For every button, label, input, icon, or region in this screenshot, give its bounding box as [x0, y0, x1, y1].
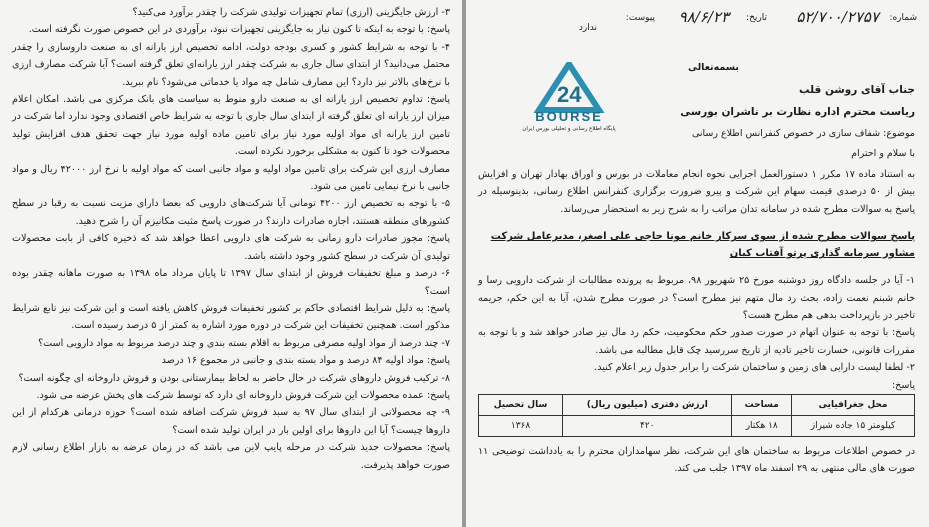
date-label: تاریخ: — [746, 13, 767, 23]
left-document-page — [0, 0, 462, 527]
left-paragraph: ۴- با توجه به شرایط کشور و کسری بودجه دولت، ادامه تخصیص ارز یارانه ای به صنعت داروسازی را چقدر محتمل می‌دانید؟ از ابتدای سال جاری به شرکت چقدر ارز یارانه‌ای تعلق گرفته است؟ آیا شرکت مصارف ارزی با نرخ‌های بالاتر نیز دارد؟ این مصارف شامل چه مواد یا خدماتی می‌شود؟ نام ببرید. — [12, 41, 450, 88]
table-header-cell: سال تحصیل — [479, 395, 563, 416]
table-row — [479, 416, 915, 437]
number-label: شماره: — [889, 13, 917, 23]
table-header-cell: ارزش دفتری (میلیون ریال) — [563, 395, 732, 416]
table-header-row — [479, 395, 915, 416]
table-header-cell: محل جغرافیایی — [791, 395, 914, 416]
right-document-page — [466, 0, 929, 527]
basmala: بسمه‌تعالی — [687, 62, 739, 73]
intro-paragraph: به استناد ماده ۱۷ مکرر ۱ دستورالعمل اجرایی نحوه انجام معاملات در بورس و اوراق بهادار تهران و افزایش بیش از ۵۰ درصدی قیمت سهام این شرکت و پیرو ضرورت برگزاری کنفرانس اطلاع رسانی، بدینوسیله در پاسخ به سوالات مطرح شده در سامانه تدان مراتب را به شرح زیر به استحضار می‌رساند. — [478, 169, 915, 215]
left-paragraph: ۸- ترکیب فروش داروهای شرکت در حال حاضر به لحاظ بیمارستانی بودن و فروش داروخانه ای چگونه است؟ — [18, 372, 450, 384]
left-paragraph: پاسخ: مجوز صادرات دارو زمانی به شرکت های دارویی اعطا خواهد شد که ذخیره کافی از بابت محصولات تولیدی آن شرکت در سطح کشور وجود داشته باشد. — [12, 233, 450, 262]
table-cell: ۱۳۶۸ — [479, 416, 563, 437]
left-paragraph: پاسخ: عمده محصولات این شرکت فروش داروخانه ای دارد که توسط شرکت های پخش عرضه می شود. — [36, 389, 450, 401]
addressee: جناب آقای روشن قلب — [799, 84, 915, 96]
left-paragraph: ۳- ارزش جایگزینی (ارزی) تمام تجهیزات تولیدی شرکت را چقدر برآورد می‌کنید؟ — [132, 7, 450, 18]
table-cell: کیلومتر ۱۵ جاده شیراز — [791, 416, 914, 437]
left-page-text — [12, 4, 450, 474]
section-title: پاسخ سوالات مطرح شده از سوی سرکار خانم مونا حاجی علی اصغر، مدیرعامل شرکت مشاور سرمایه گذاری پرتو آفتاب کیان — [490, 231, 915, 260]
svg-text:24: 24 — [557, 82, 582, 107]
table-header-cell: مساحت — [732, 395, 791, 416]
date-value: ۹۸/۶/۲۳ — [678, 8, 729, 26]
closing-paragraph: در خصوص اطلاعات مربوط به ساختمان های این شرکت، نظر سهامداران محترم را به یادداشت توضیحی ۱۱ صورت های مالی منتهی به ۲۹ اسفند ماه ۱۳۹۷ جلب می کند. — [478, 446, 915, 475]
addressee-title: ریاست محترم اداره نظارت بر ناشران بورسی — [680, 106, 915, 118]
table-cell: ۴۲۰ — [563, 416, 732, 437]
left-paragraph: پاسخ: با توجه به اینکه تا کنون نیاز به جایگزینی تجهیزات نبود، برآوردی در این خصوص صورت نگرفته است. — [28, 24, 450, 36]
question-2: ۲- لطفا لیست دارایی های زمین و ساختمان شرکت را برابر جدول زیر اعلام کنید. — [594, 362, 915, 374]
left-paragraph: پاسخ: محصولات جدید شرکت در مرحله پایپ لاین می باشد که در زمان عرضه به بازار اطلاع رسانی لازم صورت خواهد پذیرفت. — [12, 442, 450, 471]
left-paragraph: ۷- چند درصد از مواد اولیه مصرفی مربوط به اقلام بسته بندی و چند درصد مربوط به مواد دارویی است؟ — [38, 337, 450, 349]
letter-header — [478, 5, 917, 35]
left-paragraph: ۵- با توجه به تخصیص ارز ۴۲۰۰ تومانی آیا شرکت‌های دارویی که بعضا دارای مزیت نسبت به رقبا در سطح کشورهای منطقه هستند، اجازه صادرات دارند؟ در صورت پاسخ مثبت مکانیزم آن را شرح دهید. — [12, 198, 450, 227]
answer-2-label: پاسخ: — [891, 379, 915, 391]
bourse-logo — [494, 62, 644, 132]
table-cell: ۱۸ هکتار — [732, 416, 791, 437]
subject-line: موضوع: شفاف سازی در خصوص کنفرانس اطلاع رسانی — [691, 128, 915, 139]
question-1: ۱- آیا در جلسه دادگاه روز دوشنبه مورخ ۲۵ شهریور ۹۸، مربوط به پرونده مطالبات از شرکت دارویی رسا و خانم شبنم نعمت زاده، بحث رد مال متهم نیز مطرح است؟ در صورت مطرح شدن، آیا به این حکم، جریمه تاخیر در بازپرداخت بدهی هم مطرح هست؟ — [478, 275, 915, 322]
answer-1: پاسخ: با توجه به عنوان اتهام در صورت صدور حکم محکومیت، حکم رد مال نیز صادر خواهد شد و با توجه به مقررات قانونی، خسارت تاخیر تادیه از تاریخ سررسید چک قابل مطالبه می باشد. — [478, 327, 915, 356]
attachment-label: پیوست: — [625, 13, 655, 23]
left-paragraph: ۶- درصد و مبلغ تخفیفات فروش از ابتدای سال ۱۳۹۷ تا پایان مرداد ماه ۱۳۹۸ به صورت ماهانه چقدر بوده است؟ — [12, 268, 450, 297]
assets-table — [478, 394, 915, 437]
number-value: ۵۲/۷۰۰/۲۷۵۷ — [796, 8, 879, 26]
left-paragraph: ۹- چه محصولاتی از ابتدای سال ۹۷ به سبد فروش شرکت اضافه شده است؟ حوزه درمانی هرکدام از این داروها چیست؟ آیا این داروها برای اولین بار در ایران تولید شده است؟ — [12, 407, 450, 436]
greeting: با سلام و احترام — [851, 148, 915, 159]
left-paragraph: مصارف ارزی این شرکت برای تامین مواد اولیه و مواد جانبی است که مواد اولیه با نرخ ارز ۴۲۰۰۰ ریال و مواد جانبی با نرخ نیمایی تامین می شود. — [12, 163, 450, 193]
left-paragraph: پاسخ: به دلیل شرایط اقتصادی حاکم بر کشور تخفیفات فروش کاهش یافته است و این شرکت نیز تابع شرایط مذکور است. همچنین تخفیفات این شرکت در دوره مورد اشاره به کمتر از ۵ درصد رسیده است. — [12, 302, 450, 332]
left-paragraph: پاسخ: مواد اولیه ۸۴ درصد و مواد بسته بندی و جانبی در مجموع ۱۶ درصد — [161, 355, 450, 367]
bourse-logo-mark-icon — [494, 62, 644, 132]
left-paragraph: پاسخ: تداوم تخصیص ارز یارانه ای به صنعت دارو منوط به سیاست های بانک مرکزی می باشد. امکان اعلام میزان ارز یارانه ای تعلق گرفته از ابتدای سال جاری با توجه به شرایط خاص اقتصادی وجود ندارد اما شرکت در تامین ارز یارانه ای مواد اولیه مورد نیاز برای تامین ماده اولیه مورد نیاز جهت تحقق هدف افزایش تولید محصولات خود تا کنون به مشکلی برخورد نکرده است. — [12, 94, 450, 158]
attachment-value: ندارد — [578, 23, 597, 33]
logo-caption-text: پایگاه اطلاع رسانی و تحلیلی بورس ایران — [522, 126, 616, 132]
logo-brand-text: BOURSE — [535, 109, 603, 124]
